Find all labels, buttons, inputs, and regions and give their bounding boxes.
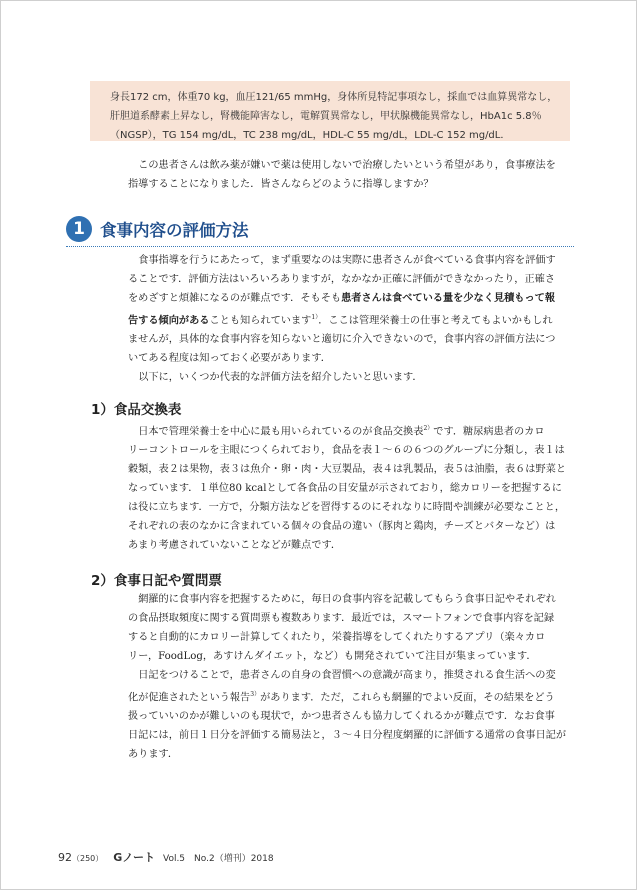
intro-paragraph <box>128 156 573 194</box>
body-line <box>128 289 573 308</box>
subsection1-paragraph <box>128 419 573 555</box>
emphasis-text: 患者さんは食べている量を少なく見積もって報 <box>341 293 556 304</box>
body-line: ませんが，具体的な食事内容を知らないと適切に介入できないので，食事内容の評価方法につ <box>128 334 556 346</box>
body-line: ることです．評価方法はいろいろありますが，なかなか正確に評価ができなかったり，正確さ <box>128 274 556 285</box>
body-line <box>128 685 573 707</box>
body-line: 食事指導を行うにあたって，まず重要なのは実際に患者さんが食べている食事内容を評価す <box>138 255 556 266</box>
body-text: 化が促進されたという報告 <box>128 692 251 704</box>
intro-line: この患者さんは飲み薬が嫌いで薬は使用しないで治療したいという希望があり，食事療法を <box>138 160 556 171</box>
body-text: をめざすと煩雑になるのが難点です．そもそも <box>128 293 342 304</box>
reference-superscript: 1） <box>311 314 319 321</box>
page-number: 92 <box>58 851 72 864</box>
body-line: リー，FoodLog，あすけんダイエット，など）も開発されていて注目が集まっています． <box>128 651 537 662</box>
body-text: ．ここは管理栄養士の仕事と考えてもよいかもしれ <box>318 315 553 327</box>
body-line: 扱っていいのかが難しいのも現状で，かつ患者さんも協力してくれるかが難点です．なお食事 <box>128 711 555 723</box>
findings-line: （NGSP），TG 154 mg/dL，TC 238 mg/dL，HDL-C 55 mg/dL，LDL-C 152 mg/dL． <box>110 130 511 141</box>
body-line: 日記をつけることで，患者さんの自身の食習慣への意識が高まり，推奨される食生活への変 <box>138 670 556 681</box>
body-line: 網羅的に食事内容を把握するために，毎日の食事内容を記載してもらう食事日記やそれぞれ <box>138 594 556 605</box>
body-line <box>128 419 573 441</box>
findings-line: 身長172 cm，体重70 kg，血圧121/65 mmHg，身体所見特記事項なし，採血では血算異常なし， <box>110 92 558 103</box>
body-text: があります．ただ，これらも網羅的でよい反面，その結果をどう <box>260 692 555 704</box>
body-line: 穀類，表２は果物，表３は魚介・卵・肉・大豆製品，表４は乳製品，表５は油脂，表６は野菜と <box>128 464 567 476</box>
subsection2-paragraph <box>128 590 573 764</box>
reference-superscript: 3） <box>250 691 261 698</box>
journal-name: Gノート <box>113 851 155 864</box>
findings-line: 肝胆道系酵素上昇なし，腎機能障害なし，電解質異常なし，甲状腺機能異常なし，HbA1c 5.8％ <box>110 111 542 122</box>
journal-volume: Vol.5 No.2（増刊）2018 <box>162 854 274 864</box>
section-number-badge: 1 <box>66 216 92 242</box>
intro-line: 指導することになりました．皆さんならどのように指導しますか？ <box>128 179 434 190</box>
section1-paragraph <box>128 251 573 387</box>
reference-superscript: 2） <box>423 425 434 432</box>
emphasis-text: 告する傾向がある <box>128 315 210 327</box>
body-text: ことも知られています <box>209 315 312 327</box>
body-line: 日記には，前日１日分を評価する簡易法と，３～４日分程度網羅的に評価する通常の食事日記が <box>128 730 567 742</box>
section-title: 食事内容の評価方法 <box>100 221 249 240</box>
body-line: リーコントロールを主眼につくられており，食品を表１～６の６つのグループに分類し，表１は <box>128 445 565 457</box>
subsection-heading: 1）食品交換表 <box>91 402 182 418</box>
body-line <box>128 308 573 330</box>
body-line: 以下に，いくつか代表的な評価方法を紹介したいと思います． <box>138 372 423 384</box>
body-line: の食品摂取頻度に関する質問票も複数あります．最近では，スマートフォンで食事内容を記録 <box>128 613 555 624</box>
body-text: です．糖尿病患者のカロ <box>433 426 545 438</box>
body-line: いてある程度は知っておく必要があります． <box>128 353 331 365</box>
subsection-heading: 2）食事日記や質問票 <box>91 573 222 589</box>
page-number-paren: （250） <box>72 854 104 863</box>
page-footer <box>58 849 274 865</box>
body-line: すると自動的にカロリー計算してくれたり，栄養指導をしてくれたりするアプリ（楽々カロ <box>128 632 546 643</box>
patient-findings-box <box>90 81 570 141</box>
section-heading <box>66 216 574 247</box>
body-line: あまり考慮されていないことなどが難点です． <box>128 540 342 552</box>
body-line: なっています．１単位80 kcalとして各食品の目安量が示されており，総カロリーを把握するに <box>128 483 562 495</box>
body-line: それぞれの表のなかに含まれている個々の食品の違い（豚肉と鶏肉，チーズとバターなど）は <box>128 521 556 533</box>
body-line: は役に立ちます．一方で，分類方法などを習得するのにそれなりに時間や訓練が必要なことと， <box>128 502 566 514</box>
body-text: 日本で管理栄養士を中心に最も用いられているのが食品交換表 <box>138 426 424 438</box>
body-line: あります． <box>128 749 179 761</box>
